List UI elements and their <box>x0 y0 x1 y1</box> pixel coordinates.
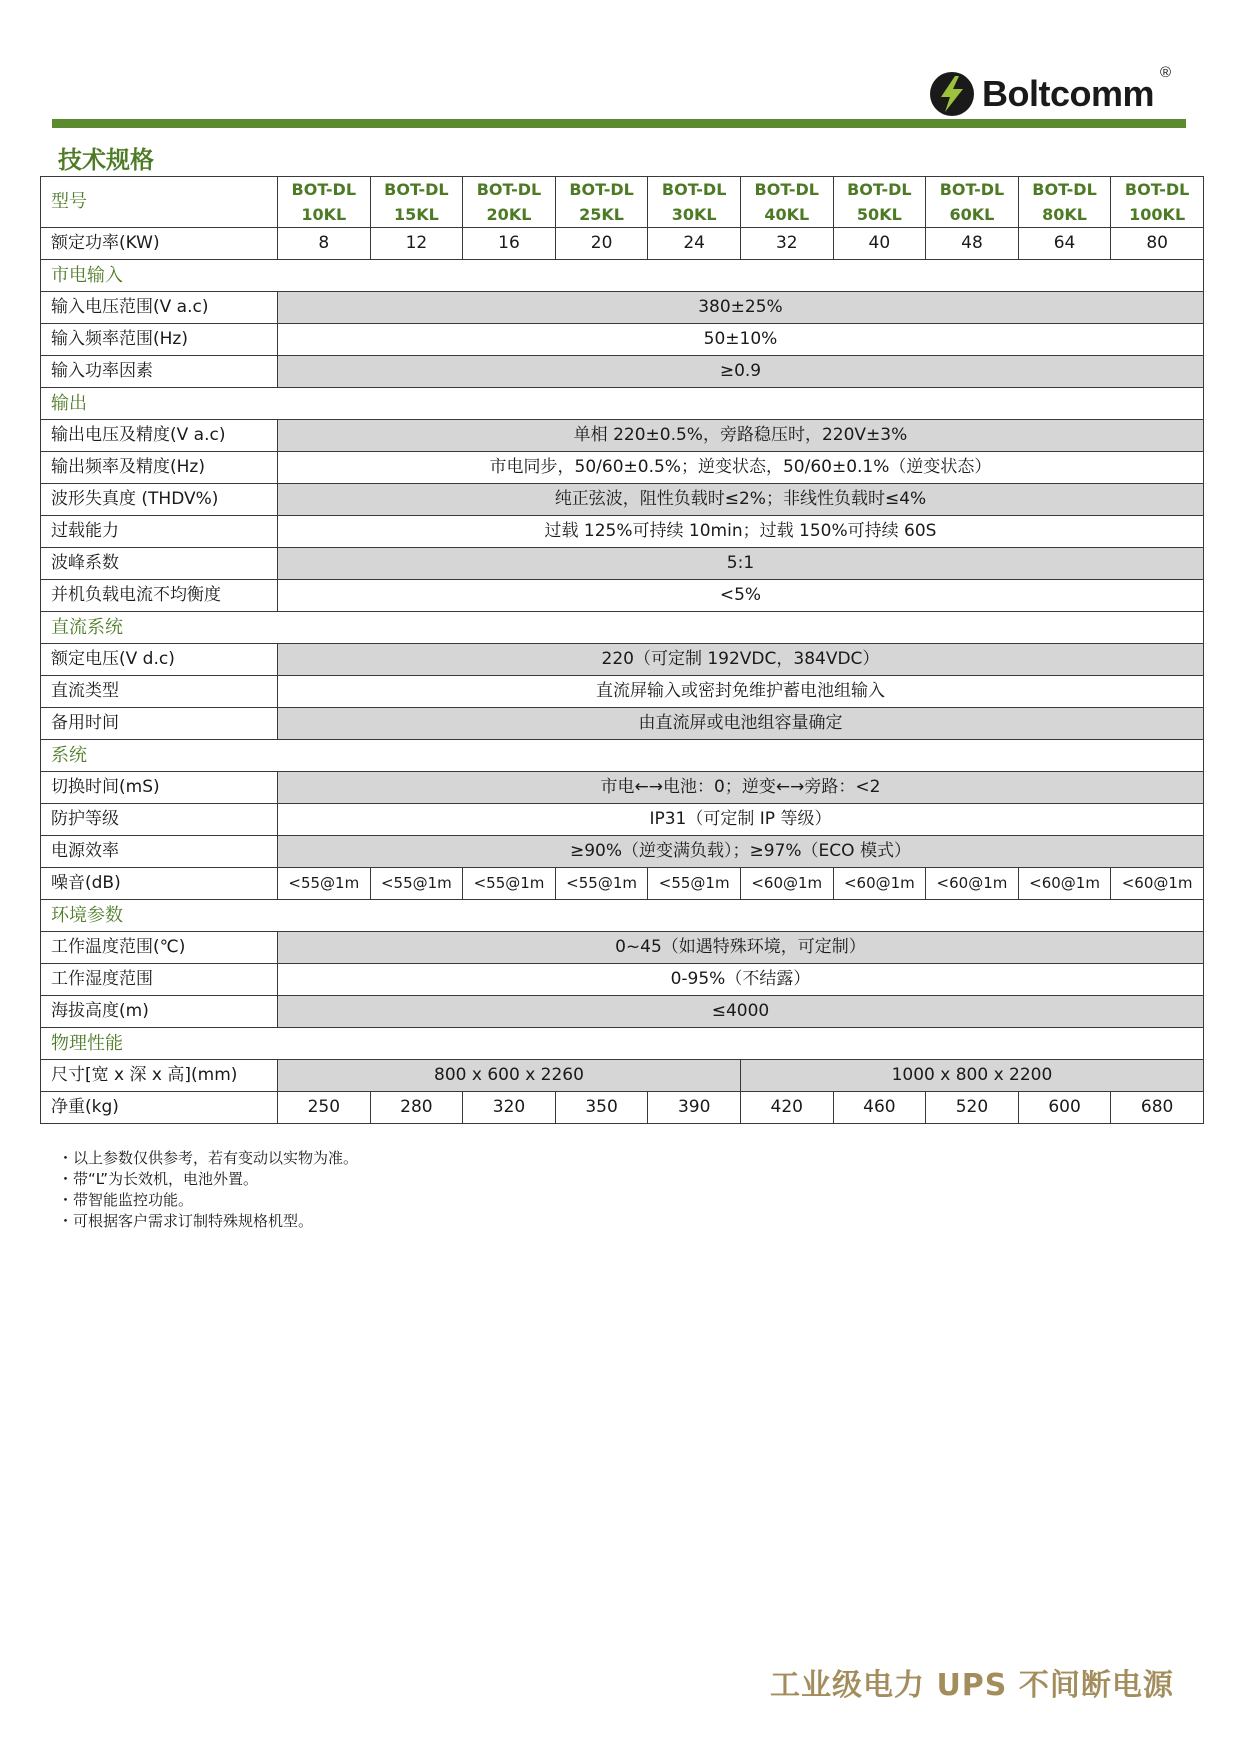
cell: 80 <box>1111 228 1204 260</box>
model-header: BOT-DL 60KL <box>926 177 1019 228</box>
row-label: 噪音(dB) <box>41 868 278 900</box>
cell: <55@1m <box>463 868 556 900</box>
row-value: 0-95%（不结露） <box>278 964 1204 996</box>
row-value: 50±10% <box>278 324 1204 356</box>
row-value: ≥0.9 <box>278 356 1204 388</box>
row-label: 海拔高度(m) <box>41 996 278 1028</box>
input-frequency-row <box>41 324 1204 356</box>
bolt-logo-icon <box>928 70 976 118</box>
cell: 48 <box>926 228 1019 260</box>
output-frequency-row <box>41 452 1204 484</box>
overload-row <box>41 516 1204 548</box>
row-label: 波形失真度 (THDV%) <box>41 484 278 516</box>
input-voltage-row <box>41 292 1204 324</box>
note-item: ・带智能监控功能。 <box>58 1191 194 1209</box>
weight-row <box>41 1092 1204 1124</box>
cell: <60@1m <box>1018 868 1111 900</box>
section-heading: 市电输入 <box>41 260 1204 292</box>
row-value: 由直流屏或电池组容量确定 <box>278 708 1204 740</box>
protection-row <box>41 804 1204 836</box>
cell: 20 <box>555 228 648 260</box>
brand-name: Boltcomm <box>982 73 1155 114</box>
crest-factor-row <box>41 548 1204 580</box>
row-value: 800 x 600 x 2260 <box>278 1060 741 1092</box>
humidity-row <box>41 964 1204 996</box>
model-label: 型号 <box>41 177 278 228</box>
row-label: 额定电压(V d.c) <box>41 644 278 676</box>
row-label: 切换时间(mS) <box>41 772 278 804</box>
cell: 16 <box>463 228 556 260</box>
cell: <60@1m <box>833 868 926 900</box>
model-header: BOT-DL 15KL <box>370 177 463 228</box>
notes <box>58 1148 358 1232</box>
registered-mark: ® <box>1160 64 1172 81</box>
cell: 390 <box>648 1092 741 1124</box>
model-header: BOT-DL 40KL <box>740 177 833 228</box>
row-label: 波峰系数 <box>41 548 278 580</box>
row-value: <5% <box>278 580 1204 612</box>
model-row <box>41 177 1204 228</box>
cell: <55@1m <box>555 868 648 900</box>
spec-table <box>40 176 1204 1124</box>
cell: 600 <box>1018 1092 1111 1124</box>
row-label: 额定功率(KW) <box>41 228 278 260</box>
cell: 24 <box>648 228 741 260</box>
row-label: 输入功率因素 <box>41 356 278 388</box>
row-value: 过载 125%可持续 10min；过载 150%可持续 60S <box>278 516 1204 548</box>
row-value: 220（可定制 192VDC，384VDC） <box>278 644 1204 676</box>
thd-row <box>41 484 1204 516</box>
footer-slogan: 工业级电力 UPS 不间断电源 <box>770 1668 1174 1703</box>
row-value: ≥90%（逆变满负载）；≥97%（ECO 模式） <box>278 836 1204 868</box>
dc-type-row <box>41 676 1204 708</box>
row-value: 直流屏输入或密封免维护蓄电池组输入 <box>278 676 1204 708</box>
row-value: 市电←→电池：0；逆变←→旁路：<2 <box>278 772 1204 804</box>
row-value: 市电同步，50/60±0.5%；逆变状态，50/60±0.1%（逆变状态） <box>278 452 1204 484</box>
row-label: 输出频率及精度(Hz) <box>41 452 278 484</box>
row-value: 纯正弦波，阻性负载时≤2%；非线性负载时≤4% <box>278 484 1204 516</box>
section-output <box>41 388 1204 420</box>
note-item: ・可根据客户需求订制特殊规格机型。 <box>58 1212 314 1230</box>
output-voltage-row <box>41 420 1204 452</box>
cell: 64 <box>1018 228 1111 260</box>
row-value: 5:1 <box>278 548 1204 580</box>
cell: 40 <box>833 228 926 260</box>
row-label: 输出电压及精度(V a.c) <box>41 420 278 452</box>
cell: 12 <box>370 228 463 260</box>
row-label: 输入电压范围(V a.c) <box>41 292 278 324</box>
cell: <60@1m <box>926 868 1019 900</box>
cell: <55@1m <box>370 868 463 900</box>
cell: 250 <box>278 1092 371 1124</box>
size-row <box>41 1060 1204 1092</box>
efficiency-row <box>41 836 1204 868</box>
cell: 680 <box>1111 1092 1204 1124</box>
header-divider <box>52 119 1186 128</box>
brand-logo <box>928 68 1154 120</box>
dc-voltage-row <box>41 644 1204 676</box>
rated-power-row <box>41 228 1204 260</box>
cell: 420 <box>740 1092 833 1124</box>
note-item: ・带“L”为长效机，电池外置。 <box>58 1170 258 1188</box>
input-pf-row <box>41 356 1204 388</box>
cell: 350 <box>555 1092 648 1124</box>
model-header: BOT-DL 30KL <box>648 177 741 228</box>
cell: <55@1m <box>648 868 741 900</box>
page-title: 技术规格 <box>58 146 154 174</box>
cell: <55@1m <box>278 868 371 900</box>
cell: 520 <box>926 1092 1019 1124</box>
cell: 280 <box>370 1092 463 1124</box>
row-label: 尺寸[宽 x 深 x 高](mm) <box>41 1060 278 1092</box>
section-heading: 直流系统 <box>41 612 1204 644</box>
backup-time-row <box>41 708 1204 740</box>
row-value: 单相 220±0.5%，旁路稳压时，220V±3% <box>278 420 1204 452</box>
row-value: 0~45（如遇特殊环境，可定制） <box>278 932 1204 964</box>
cell: 32 <box>740 228 833 260</box>
cell: <60@1m <box>740 868 833 900</box>
row-label: 净重(kg) <box>41 1092 278 1124</box>
model-header: BOT-DL 10KL <box>278 177 371 228</box>
section-dc <box>41 612 1204 644</box>
section-mains <box>41 260 1204 292</box>
row-label: 备用时间 <box>41 708 278 740</box>
model-header: BOT-DL 80KL <box>1018 177 1111 228</box>
switch-time-row <box>41 772 1204 804</box>
model-header: BOT-DL 50KL <box>833 177 926 228</box>
row-label: 并机负载电流不均衡度 <box>41 580 278 612</box>
section-heading: 环境参数 <box>41 900 1204 932</box>
section-physical <box>41 1028 1204 1060</box>
model-header: BOT-DL 100KL <box>1111 177 1204 228</box>
row-value: 1000 x 800 x 2200 <box>740 1060 1203 1092</box>
row-value: 380±25% <box>278 292 1204 324</box>
cell: 460 <box>833 1092 926 1124</box>
row-value: ≤4000 <box>278 996 1204 1028</box>
altitude-row <box>41 996 1204 1028</box>
row-label: 过载能力 <box>41 516 278 548</box>
section-system <box>41 740 1204 772</box>
parallel-imbalance-row <box>41 580 1204 612</box>
note-item: ・以上参数仅供参考，若有变动以实物为准。 <box>58 1149 359 1167</box>
cell: 8 <box>278 228 371 260</box>
section-heading: 输出 <box>41 388 1204 420</box>
model-header: BOT-DL 20KL <box>463 177 556 228</box>
noise-row <box>41 868 1204 900</box>
cell: 320 <box>463 1092 556 1124</box>
section-heading: 系统 <box>41 740 1204 772</box>
row-label: 工作湿度范围 <box>41 964 278 996</box>
row-label: 防护等级 <box>41 804 278 836</box>
model-header: BOT-DL 25KL <box>555 177 648 228</box>
temperature-row <box>41 932 1204 964</box>
row-label: 工作温度范围(℃) <box>41 932 278 964</box>
cell: <60@1m <box>1111 868 1204 900</box>
row-value: IP31（可定制 IP 等级） <box>278 804 1204 836</box>
section-environment <box>41 900 1204 932</box>
row-label: 电源效率 <box>41 836 278 868</box>
row-label: 直流类型 <box>41 676 278 708</box>
row-label: 输入频率范围(Hz) <box>41 324 278 356</box>
section-heading: 物理性能 <box>41 1028 1204 1060</box>
